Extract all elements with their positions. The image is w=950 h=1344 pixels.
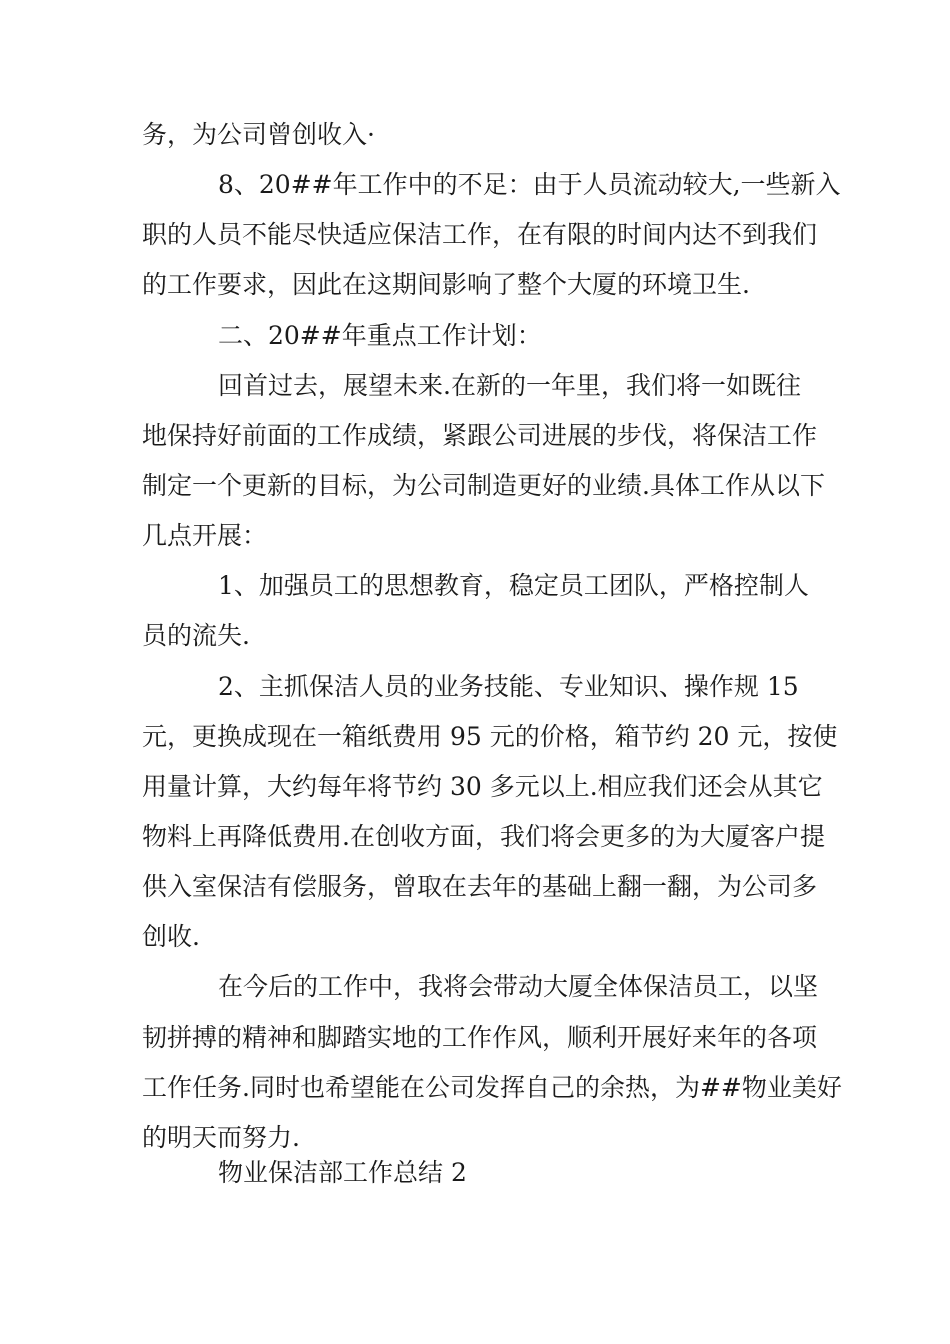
closing-paragraph-line: 在今后的工作中，我将会带动大厦全体保洁员工，以坚 xyxy=(218,972,819,1001)
text-line: 供入室保洁有偿服务，曾取在去年的基础上翻一翻，为公司多 xyxy=(142,872,818,901)
text-line: 的工作要求，因此在这期间影响了整个大厦的环境卫生. xyxy=(142,270,750,299)
text-line: 创收. xyxy=(142,922,200,951)
text-line: 务，为公司曾创收入· xyxy=(142,120,375,149)
text-line: 职的人员不能尽快适应保洁工作，在有限的时间内达不到我们 xyxy=(142,220,818,249)
text-line: 几点开展： xyxy=(142,521,268,550)
text-line: 回首过去，展望未来.在新的一年里，我们将一如既往 xyxy=(218,371,801,400)
text-line: 制定一个更新的目标，为公司制造更好的业绩.具体工作从以下 xyxy=(142,471,825,500)
next-section-title: 物业保洁部工作总结 2 xyxy=(218,1158,467,1187)
text-line: 韧拼搏的精神和脚踏实地的工作作风，顺利开展好来年的各项 xyxy=(142,1023,818,1052)
paragraph-8-line: 8、20##年工作中的不足：由于人员流动较大,一些新入 xyxy=(218,170,841,199)
text-line: 的明天而努力. xyxy=(142,1123,300,1152)
text-line: 员的流失. xyxy=(142,621,250,650)
list-item-2-line: 2、主抓保洁人员的业务技能、专业知识、操作规 15 xyxy=(218,672,799,701)
section-heading: 二、20##年重点工作计划： xyxy=(218,321,542,350)
text-line: 工作任务.同时也希望能在公司发挥自己的余热，为##物业美好 xyxy=(142,1073,842,1102)
text-line: 物料上再降低费用.在创收方面，我们将会更多的为大厦客户提 xyxy=(142,822,825,851)
list-item-1-line: 1、加强员工的思想教育，稳定员工团队，严格控制人 xyxy=(218,571,809,600)
text-line: 元，更换成现在一箱纸费用 95 元的价格，箱节约 20 元，按使 xyxy=(142,722,838,751)
text-line: 地保持好前面的工作成绩，紧跟公司进展的步伐，将保洁工作 xyxy=(142,421,818,450)
text-line: 用量计算，大约每年将节约 30 多元以上.相应我们还会从其它 xyxy=(142,772,823,801)
